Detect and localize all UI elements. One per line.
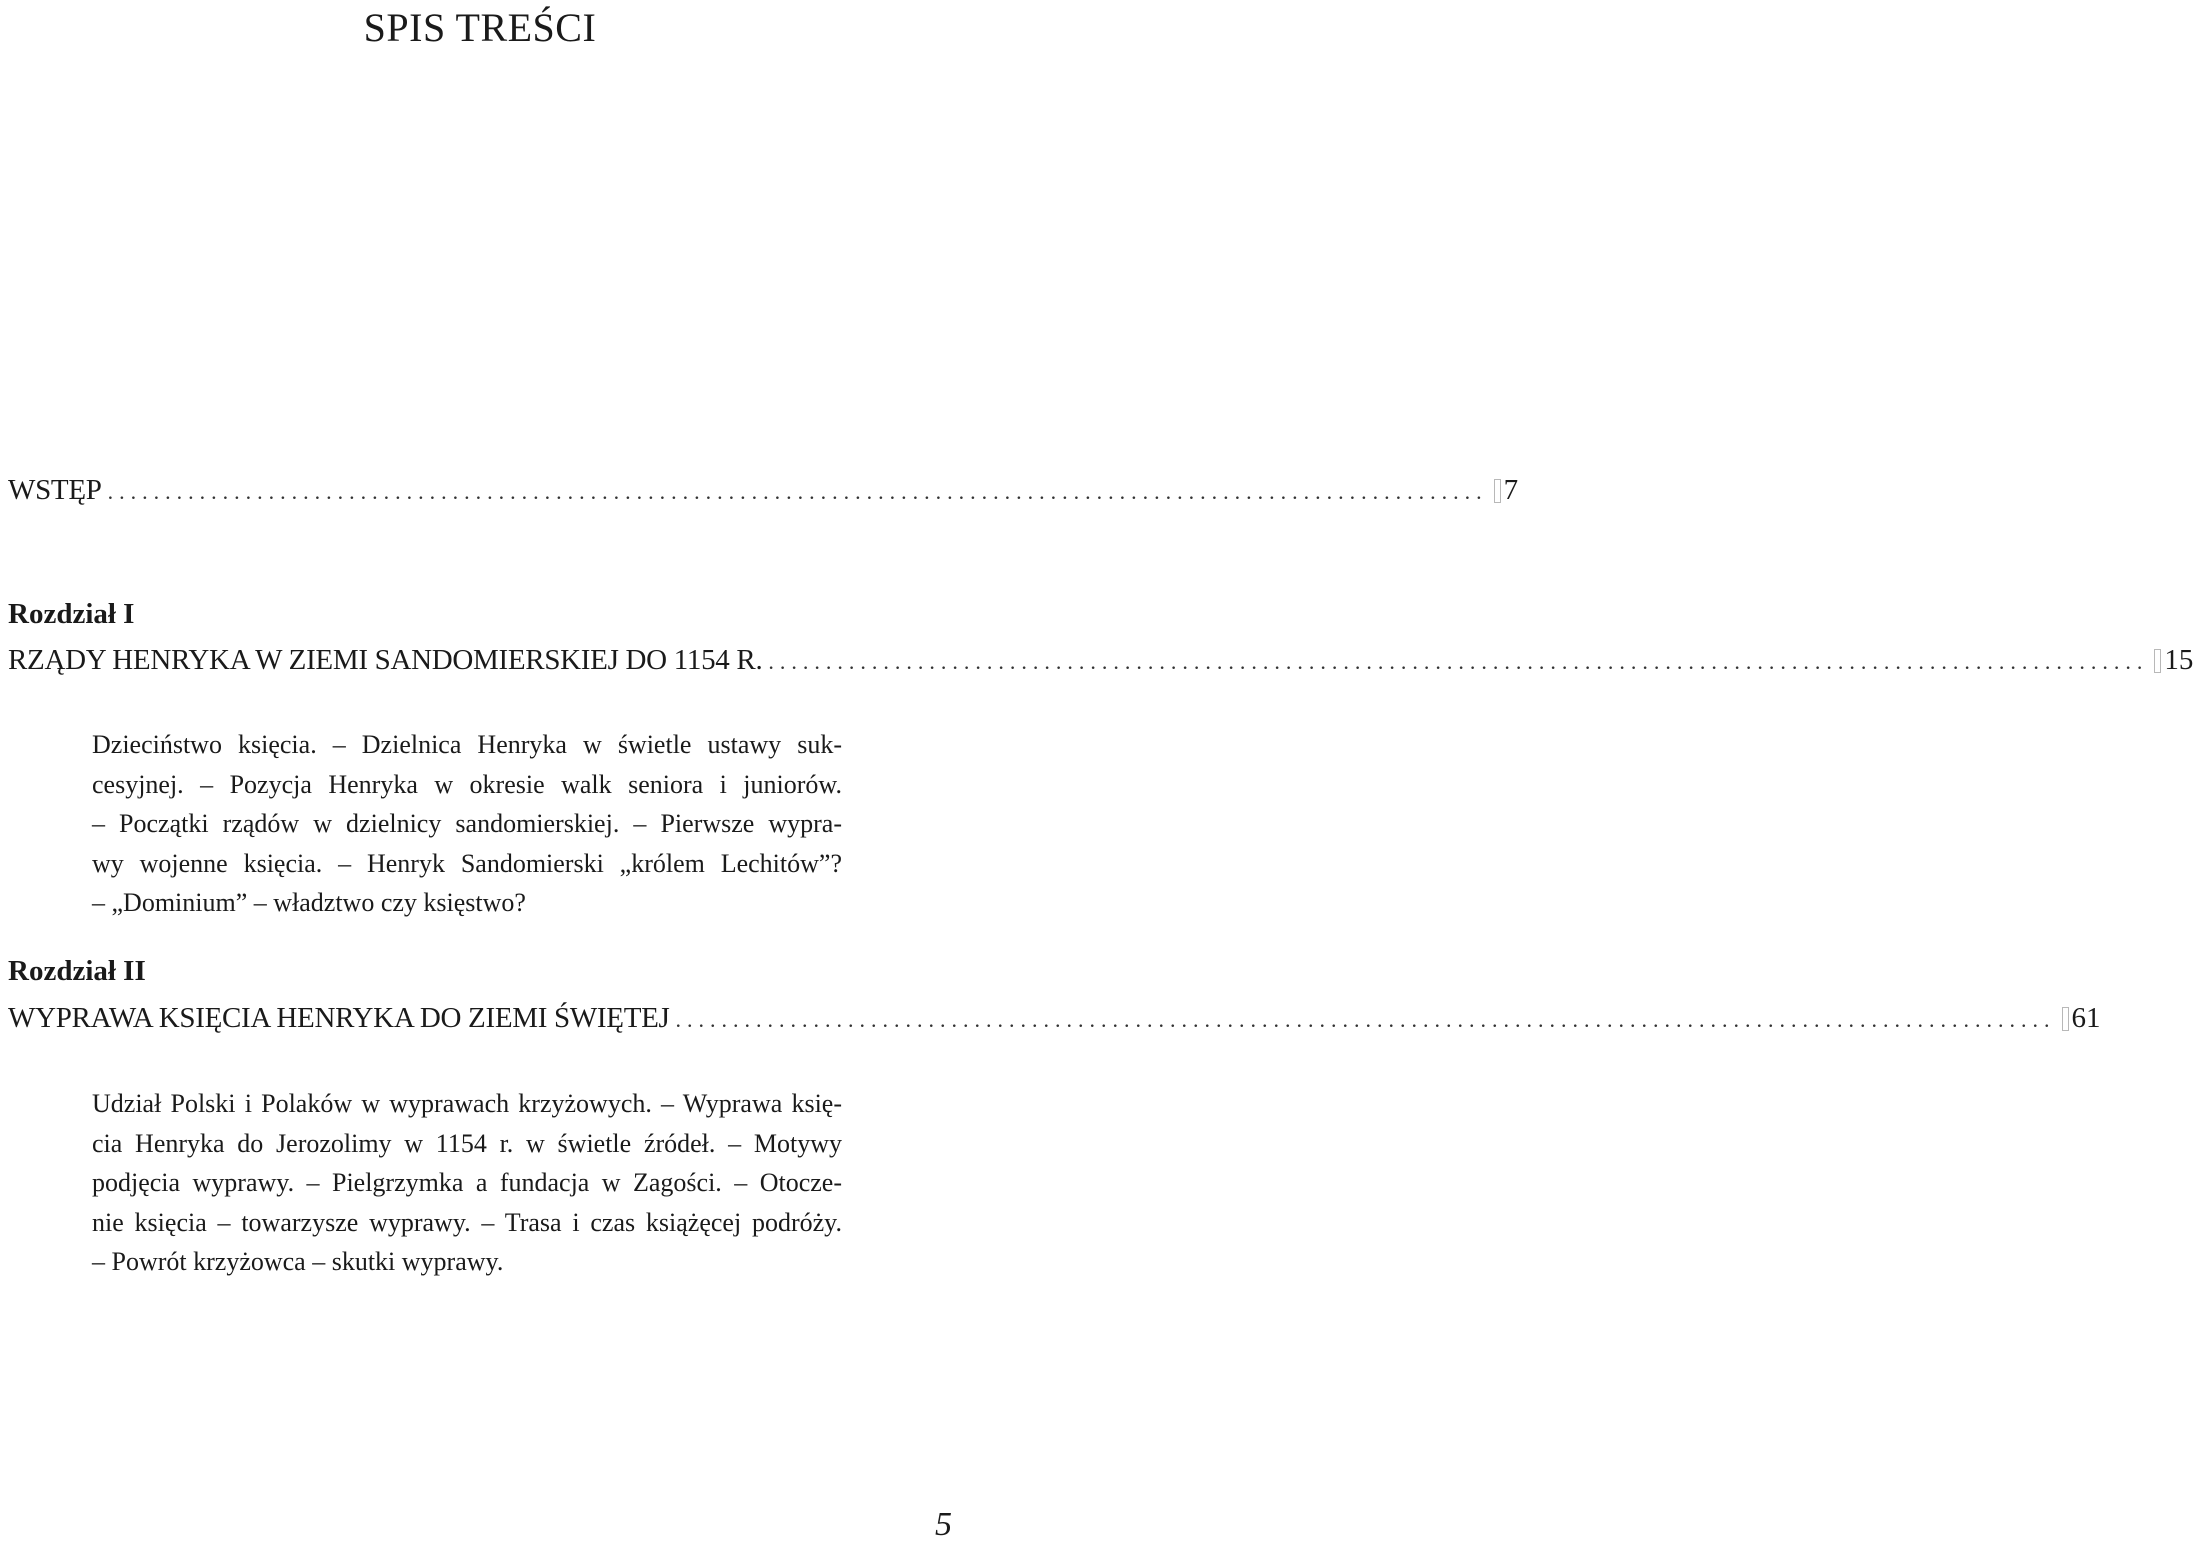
summary-line: Udział Polski i Polaków w wyprawach krzyżowych. – Wyprawa księ-: [92, 1089, 842, 1118]
summary-line: wy wojenne księcia. – Henryk Sandomierski „królem Lechitów”?: [92, 848, 842, 878]
toc-entry-title: RZĄDY HENRYKA W ZIEMI SANDOMIERSKIEJ DO 1154 R.: [8, 644, 763, 676]
chapter-2-summary: [92, 1084, 842, 1282]
page-marker-box: [1494, 479, 1501, 503]
toc-entry-chapter-1[interactable]: [8, 644, 2193, 677]
chapter-1-label: Rozdział I: [8, 598, 135, 630]
page-number-text: 15: [2164, 644, 2193, 676]
page-number-text: 61: [2071, 1002, 2101, 1034]
chapter-1-summary: [92, 725, 842, 923]
summary-line: cia Henryka do Jerozolimy w 1154 r. w świetle źródeł. – Motywy: [92, 1128, 842, 1158]
page-marker-box: [2062, 1007, 2069, 1031]
summary-line: cesyjnej. – Pozycja Henryka w okresie walk seniora i juniorów.: [92, 769, 842, 799]
summary-line: – Powrót krzyżowca – skutki wyprawy.: [92, 1247, 504, 1276]
toc-page-number: [2154, 644, 2193, 677]
page-folio-number: 5: [935, 1506, 952, 1543]
toc-entry-intro[interactable]: [8, 474, 1519, 507]
summary-line: – „Dominium” – władztwo czy księstwo?: [92, 888, 526, 917]
dot-leader: ........................................................................................................................: [107, 479, 1488, 504]
toc-entry-title: WYPRAWA KSIĘCIA HENRYKA DO ZIEMI ŚWIĘTEJ: [8, 1002, 670, 1034]
toc-entry-chapter-2[interactable]: [8, 1002, 2101, 1035]
page-number-text: 7: [1503, 474, 1519, 506]
dot-leader: ........................................................................................................................: [768, 649, 2149, 674]
summary-line: Dzieciństwo księcia. – Dzielnica Henryka w świetle ustawy suk-: [92, 730, 842, 759]
toc-page-number: [2062, 1002, 2101, 1035]
page-marker-box: [2154, 649, 2161, 673]
page-title: SPIS TREŚCI: [363, 5, 597, 50]
dot-leader: ........................................................................................................................: [675, 1007, 2056, 1032]
summary-line: podjęcia wyprawy. – Pielgrzymka a fundacja w Zagości. – Otocze-: [92, 1168, 842, 1197]
toc-entry-title: WSTĘP: [8, 474, 102, 506]
chapter-2-label: Rozdział II: [8, 955, 146, 987]
summary-line: – Początki rządów w dzielnicy sandomierskiej. – Pierwsze wypra-: [92, 809, 842, 838]
toc-page-number: [1494, 474, 1519, 507]
summary-line: nie księcia – towarzysze wyprawy. – Trasa i czas książęcej podróży.: [92, 1207, 842, 1237]
